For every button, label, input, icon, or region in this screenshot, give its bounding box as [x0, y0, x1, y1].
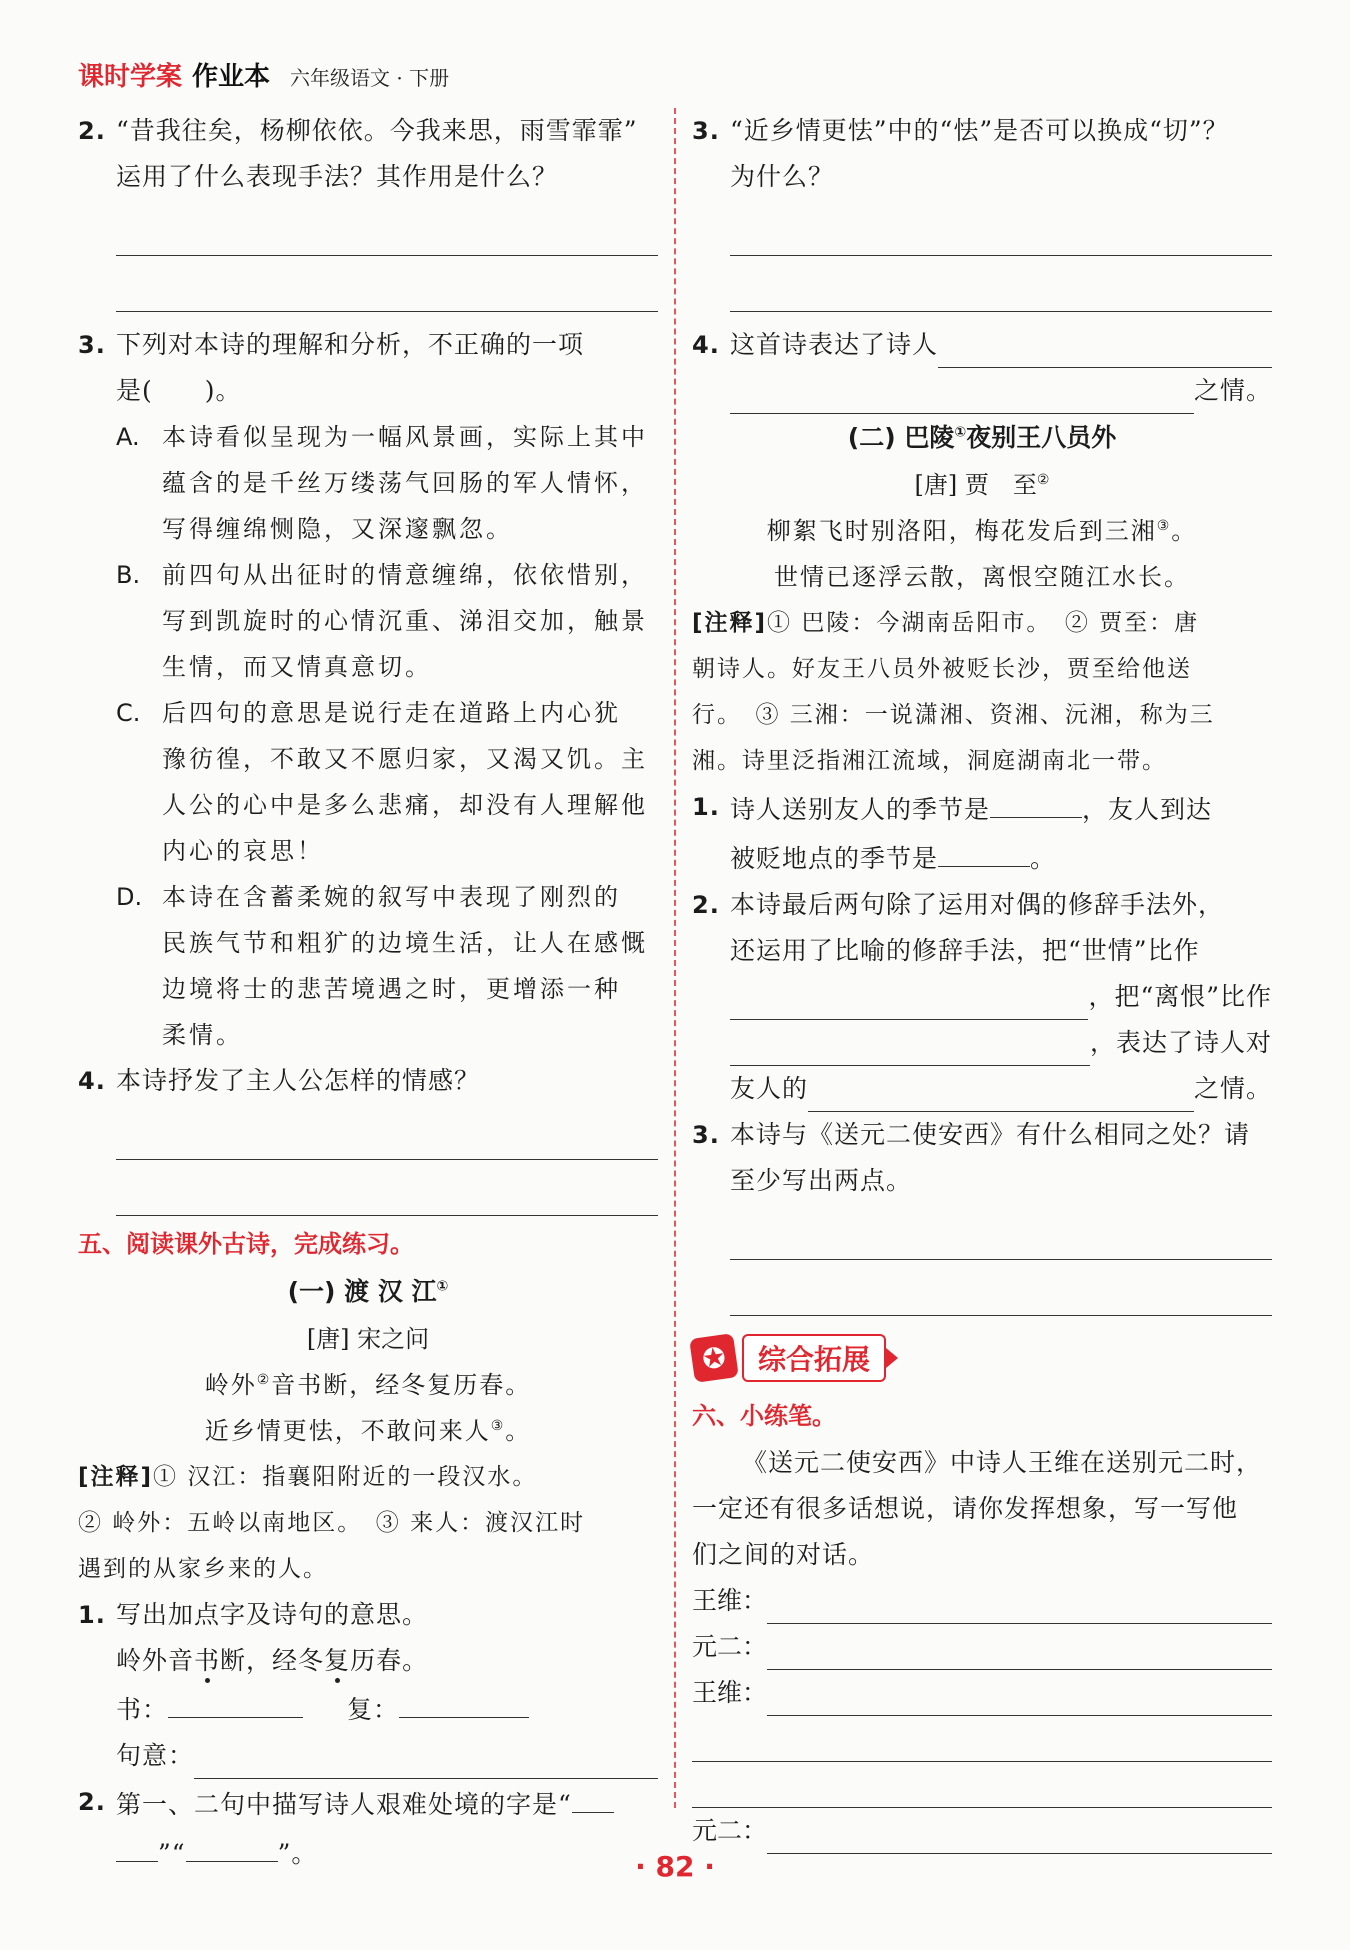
poem-2-line-2: 世情已逐浮云散，离恨空随江水长。 — [774, 563, 1190, 591]
question-text: 写出加点字及诗句的意思。 — [116, 1600, 429, 1629]
option-letter: B. — [116, 561, 141, 589]
option-letter: C. — [116, 699, 141, 727]
question-2 — [78, 108, 658, 200]
question-number: 4. — [78, 1067, 106, 1095]
dialog-blank[interactable] — [767, 1684, 1272, 1716]
option-text: 生情，而又情真意切。 — [162, 653, 432, 681]
author-text: [唐] 贾 至 — [914, 471, 1037, 499]
poem-title-text: (一) 渡 汉 江 — [287, 1277, 437, 1306]
poem-2-line-1 — [692, 508, 1272, 554]
speaker-label: 王维： — [692, 1678, 768, 1707]
answer-line[interactable] — [116, 256, 658, 312]
option-text: 边境将士的悲苦境遇之时，更增添一种 — [162, 975, 621, 1003]
answer-line[interactable] — [116, 1104, 658, 1160]
question-text: 之情。 — [1193, 376, 1272, 405]
emotion-blank-2[interactable] — [730, 380, 1194, 414]
note-text: ① 汉江：指襄阳附近的一段汉水。 — [153, 1464, 538, 1490]
note-text: 行。 ③ 三湘：一说潇湘、资湘、沅湘，称为三 — [692, 702, 1215, 728]
answer-line[interactable] — [116, 1160, 658, 1216]
option-text: 柔情。 — [162, 1021, 243, 1049]
speaker-label: 元二： — [692, 1816, 768, 1845]
dialog-line-yuaner-1[interactable] — [692, 1624, 1272, 1670]
note-text: 遇到的从家乡来的人。 — [78, 1556, 328, 1582]
verse-text: 岭外音 — [116, 1646, 195, 1675]
option-letter: D. — [116, 883, 143, 911]
question-text: 本诗与《送元二使安西》有什么相同之处？请 — [730, 1120, 1251, 1149]
poem-1-title — [78, 1268, 658, 1316]
question-number: 4. — [692, 331, 720, 359]
question-number: 3. — [78, 331, 106, 359]
question-4-right — [692, 322, 1272, 414]
answer-line[interactable] — [730, 200, 1272, 256]
question-number: 2. — [78, 117, 106, 145]
poem-1-notes — [78, 1454, 658, 1592]
question-text: 友人的 — [730, 1074, 809, 1103]
poem-text: 近乡情更怯，不敢问来人 — [204, 1417, 491, 1445]
answer-line[interactable] — [116, 200, 658, 256]
option-c[interactable] — [78, 690, 658, 874]
emotion-blank[interactable] — [808, 1078, 1194, 1112]
poem-text: 柳絮飞时别洛阳，梅花发后到三湘 — [766, 517, 1157, 545]
footnote-mark: ① — [436, 1278, 449, 1295]
writing-prompt — [692, 1440, 1272, 1578]
footnote-mark: ① — [954, 424, 967, 441]
poem-text: 。 — [1171, 517, 1198, 545]
question-text: 被贬地点的季节是 — [730, 844, 939, 873]
question-number: 3. — [692, 1121, 720, 1149]
dialog-blank[interactable] — [767, 1592, 1272, 1624]
poem-2-question-2 — [692, 882, 1272, 1112]
question-text: 是( )。 — [116, 376, 242, 405]
prompt-text: 一定还有很多话想说，请你发挥想象，写一写他 — [692, 1494, 1239, 1523]
metaphor-blank-1[interactable] — [730, 986, 1088, 1020]
poem-2-question-1 — [692, 784, 1272, 882]
option-text: 后四句的意思是说行走在道路上内心犹 — [162, 699, 621, 727]
page-number: · 82 · — [635, 1850, 715, 1883]
extension-banner — [692, 1330, 1272, 1386]
footnote-mark: ③ — [490, 1418, 506, 1434]
question-number: 3. — [692, 117, 720, 145]
question-text: 诗人送别友人的季节是 — [730, 795, 991, 824]
speaker-label: 王维： — [692, 1586, 768, 1615]
question-text: 这首诗表达了诗人 — [730, 330, 939, 359]
fu-label: 复： — [347, 1695, 400, 1724]
question-number: 1. — [692, 793, 720, 821]
dialog-continuation-line[interactable] — [692, 1716, 1272, 1762]
poem-text: 音书断，经冬复历春。 — [271, 1371, 532, 1399]
note-text: ① 巴陵：今湖南岳阳市。 ② 贾至：唐 — [767, 610, 1200, 636]
verse-text: 断，经冬 — [220, 1646, 325, 1675]
dialog-line-wangwei-1[interactable] — [692, 1578, 1272, 1624]
question-text: 本诗最后两句除了运用对偶的修辞手法外， — [730, 890, 1225, 919]
question-text: 为什么？ — [730, 162, 835, 191]
column-divider — [674, 108, 676, 1808]
option-text: 写到凯旋时的心情沉重、涕泪交加，触景 — [162, 607, 648, 635]
question-text: “近乡情更怯”中的“怯”是否可以换成“切”？ — [730, 116, 1229, 145]
poem-2-notes — [692, 600, 1272, 784]
section-6-heading: 六、小练笔。 — [692, 1402, 836, 1430]
poem-1-line-1 — [78, 1362, 658, 1408]
question-3 — [78, 322, 658, 414]
option-text: 蕴含的是千丝万缕荡气回肠的军人情怀， — [162, 469, 648, 497]
question-text: ，表达了诗人对 — [1089, 1028, 1272, 1057]
dialog-continuation-line[interactable] — [692, 1762, 1272, 1808]
banner-title: 综合拓展 — [742, 1334, 886, 1382]
question-text: 之情。 — [1193, 1074, 1272, 1103]
emotion-blank-1[interactable] — [938, 334, 1272, 368]
section-5-heading: 五、阅读课外古诗，完成练习。 — [78, 1230, 414, 1258]
option-letter: A. — [116, 423, 140, 451]
question-text: 本诗抒发了主人公怎样的情感？ — [116, 1066, 481, 1095]
question-3-right — [692, 108, 1272, 200]
prompt-text: 们之间的对话。 — [692, 1540, 875, 1569]
star-icon: ✪ — [689, 1333, 739, 1383]
poem-2-question-3 — [692, 1112, 1272, 1204]
note-tag: [注释] — [692, 610, 768, 636]
dotted-char: 书 — [194, 1646, 221, 1675]
poem-1-line-2 — [78, 1408, 658, 1454]
footnote-mark: ③ — [1156, 518, 1172, 534]
char-meaning-row — [116, 1684, 658, 1733]
footnote-mark: ② — [1036, 472, 1050, 488]
poem-1-question-1 — [78, 1592, 658, 1779]
option-text: 写得缠绵恻隐，又深邃飘忽。 — [162, 515, 513, 543]
question-text: ”。 — [277, 1839, 318, 1868]
answer-line[interactable] — [730, 1260, 1272, 1316]
poem-2-title — [692, 414, 1272, 462]
metaphor-blank-2[interactable] — [730, 1032, 1090, 1066]
option-text: 本诗看似呈现为一幅风景画，实际上其中 — [162, 423, 648, 451]
poem-text: 岭外 — [204, 1371, 257, 1399]
fu-blank[interactable] — [399, 1684, 529, 1718]
question-text: 第一、二句中描写诗人艰难处境的字是“ — [116, 1790, 572, 1819]
dialog-line-wangwei-2[interactable] — [692, 1670, 1272, 1716]
page-header — [78, 56, 449, 96]
question-text: 运用了什么表现手法？其作用是什么？ — [116, 162, 559, 191]
brand-black-title: 作业本 — [192, 62, 271, 92]
shu-blank[interactable] — [168, 1684, 303, 1718]
dialog-blank[interactable] — [767, 1638, 1272, 1670]
option-a[interactable] — [78, 414, 658, 552]
question-4 — [78, 1058, 658, 1104]
poem-title-text: 夜别王八员外 — [966, 423, 1117, 452]
verse-text: 历春。 — [350, 1646, 429, 1675]
verse-with-dots — [116, 1638, 658, 1684]
question-text: ，友人到达 — [1082, 795, 1213, 824]
option-text: 本诗在含蓄柔婉的叙写中表现了刚烈的 — [162, 883, 621, 911]
question-text: 。 — [1030, 844, 1057, 873]
option-text: 人公的心中是多么悲痛，却没有人理解他 — [162, 791, 648, 819]
question-text: 还运用了比喻的修辞手法，把“世情”比作 — [730, 936, 1200, 965]
footnote-mark: ② — [256, 1372, 272, 1388]
question-text: 至少写出两点。 — [730, 1166, 913, 1195]
poem-title-text: (二) 巴陵 — [847, 423, 955, 452]
option-b[interactable] — [78, 552, 658, 690]
note-text: 湘。诗里泛指湘江流域，洞庭湖南北一带。 — [692, 748, 1167, 774]
prompt-text: 《送元二使安西》中诗人王维在送别元二时， — [742, 1448, 1263, 1477]
question-number: 1. — [78, 1601, 106, 1629]
dialog-line-yuaner-2[interactable] — [692, 1808, 1272, 1854]
question-text: “昔我往矣，杨柳依依。今我来思，雨雪霏霏” — [116, 116, 638, 145]
poem-2-author — [692, 462, 1272, 508]
juyi-blank[interactable] — [194, 1745, 658, 1779]
note-text: 朝诗人。好友王八员外被贬长沙，贾至给他送 — [692, 656, 1192, 682]
question-text: ”“ — [158, 1839, 186, 1868]
option-d[interactable] — [78, 874, 658, 1058]
question-text: 下列对本诗的理解和分析，不正确的一项 — [116, 330, 585, 359]
answer-line[interactable] — [730, 256, 1272, 312]
question-text: ，把“离恨”比作 — [1088, 982, 1272, 1011]
char-blank-1[interactable] — [572, 1779, 614, 1813]
option-text: 豫彷徨，不敢又不愿归家，又渴又饥。主 — [162, 745, 648, 773]
speaker-label: 元二： — [692, 1632, 768, 1661]
poem-1-author: [唐] 宋之问 — [306, 1325, 430, 1353]
option-text: 前四句从出征时的情意缠绵，依依惜别， — [162, 561, 648, 589]
season-blank-1[interactable] — [990, 784, 1082, 818]
option-text: 民族气节和粗犷的边境生活，让人在感慨 — [162, 929, 648, 957]
sentence-meaning-row — [116, 1733, 658, 1779]
left-column — [78, 108, 658, 1877]
note-tag: [注释] — [78, 1464, 154, 1490]
question-number: 2. — [692, 891, 720, 919]
note-text: ② 岭外：五岭以南地区。 ③ 来人：渡汉江时 — [78, 1510, 586, 1536]
brand-red-title: 课时学案 — [78, 62, 183, 92]
answer-line[interactable] — [730, 1204, 1272, 1260]
dotted-char: 复 — [324, 1646, 351, 1675]
season-blank-2[interactable] — [938, 833, 1030, 867]
poem-text: 。 — [505, 1417, 532, 1445]
question-number: 2. — [78, 1788, 106, 1816]
shu-label: 书： — [116, 1695, 169, 1724]
grade-label: 六年级语文 · 下册 — [290, 66, 450, 90]
option-text: 内心的哀思！ — [162, 837, 324, 865]
right-column — [692, 108, 1272, 1854]
juyi-label: 句意： — [116, 1741, 195, 1770]
